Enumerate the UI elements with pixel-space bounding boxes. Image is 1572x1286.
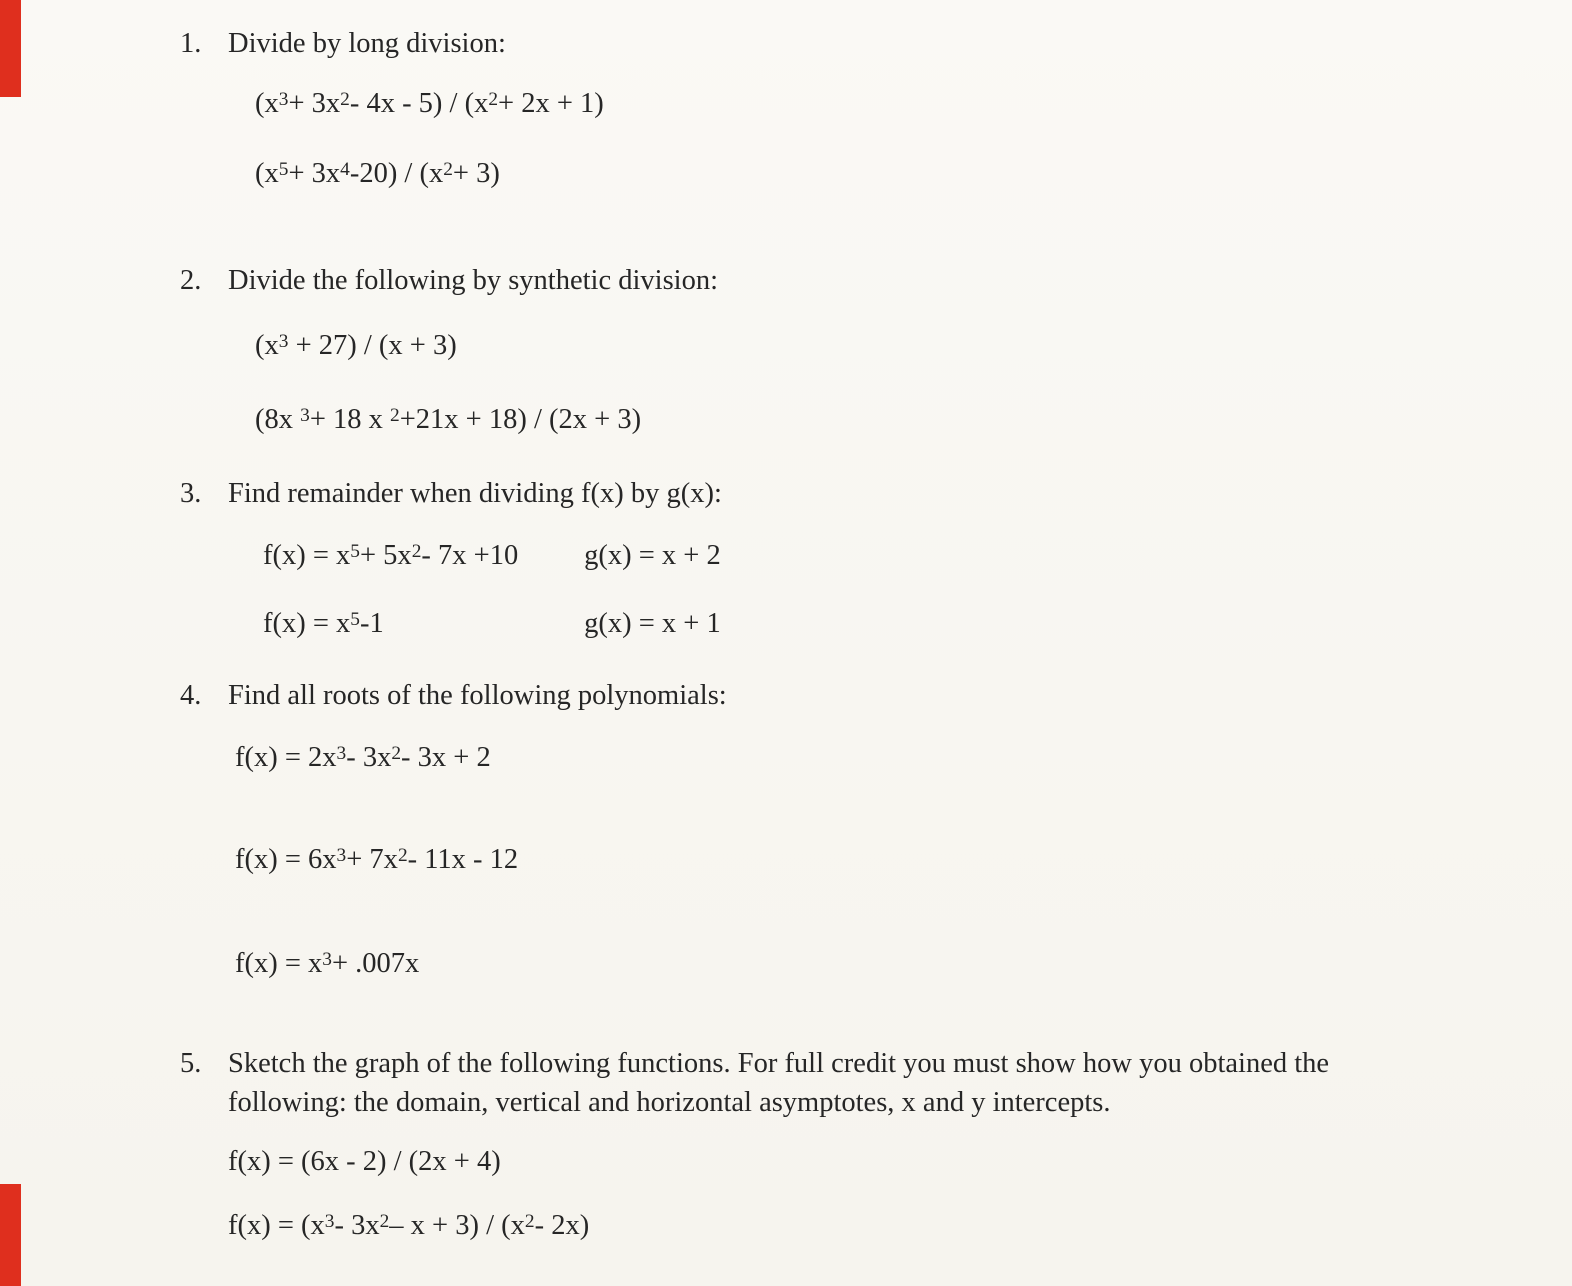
problem-3-gx-1: g(x) = x + 2 xyxy=(584,540,721,571)
problem-1-text: Divide by long division: xyxy=(228,28,506,59)
problem-4-text: Find all roots of the following polynomials: xyxy=(228,680,727,711)
problem-1-equation-2: $(x^5+ 3x^4-20) / (x^2+ 3)$ xyxy=(255,158,500,189)
problem-3-number: 3. xyxy=(180,478,202,509)
problem-2-text: Divide the following by synthetic division: xyxy=(228,265,718,296)
problem-2-prompt xyxy=(180,261,718,300)
problem-5-number: 5. xyxy=(180,1048,202,1079)
problem-3-text: Find remainder when dividing f(x) by g(x): xyxy=(228,478,722,509)
problem-3-gx-2: g(x) = x + 1 xyxy=(584,608,721,639)
problem-2-equation-2: (8x $^3$+ 18 x $^2$+21x + 18) / (2x + 3) xyxy=(255,404,642,435)
problem-4-number: 4. xyxy=(180,680,202,711)
problem-1-number: 1. xyxy=(180,28,202,59)
problem-4-equation-1: $f(x) = 2x^3-$ $3x^2-$ 3x + 2 xyxy=(235,742,491,773)
problem-3-pair-1 xyxy=(263,540,721,572)
problem-4-equation-3: $f(x) = x^3+ .007x$ xyxy=(235,948,420,979)
problem-2-number: 2. xyxy=(180,265,202,296)
problem-5-equation-1: f(x) = (6x - 2) / (2x + 4) xyxy=(228,1146,501,1177)
problem-4-equation-2: $f(x) = 6x^3+ 7x^2-$ 11x - 12 xyxy=(235,844,519,875)
problem-2-equation-1: $(x^3 + 27) / (x + 3)$ xyxy=(255,330,457,361)
problem-5-prompt xyxy=(180,1044,1448,1123)
problem-4-prompt xyxy=(180,676,727,715)
problem-3-fx-1: $f(x) = x^5+ 5x^2-$ 7x +10 xyxy=(263,540,519,571)
problem-3-prompt xyxy=(180,474,722,513)
problem-3-fx-2: $f(x) = x^5-1$ xyxy=(263,608,384,639)
scan-red-edge-bottom xyxy=(0,1184,21,1286)
problem-1-equation-1: ($x^3+ 3x^2-$ $4x - 5) / (x^2+ 2x + 1)$ xyxy=(255,88,604,119)
problem-5-text: Sketch the graph of the following functions. For full credit you must show how you obtained the following: the domain, vertical and horizontal asymptotes, x and y intercepts. xyxy=(228,1048,1330,1119)
problem-1-prompt xyxy=(180,24,506,63)
problem-5-equation-2: $f(x) = (x^3-$ $3x^2-$ $x + 3) / (x^2-$ 2x) xyxy=(228,1210,590,1241)
scan-red-edge-top xyxy=(0,0,21,97)
problem-3-pair-2 xyxy=(263,608,721,640)
